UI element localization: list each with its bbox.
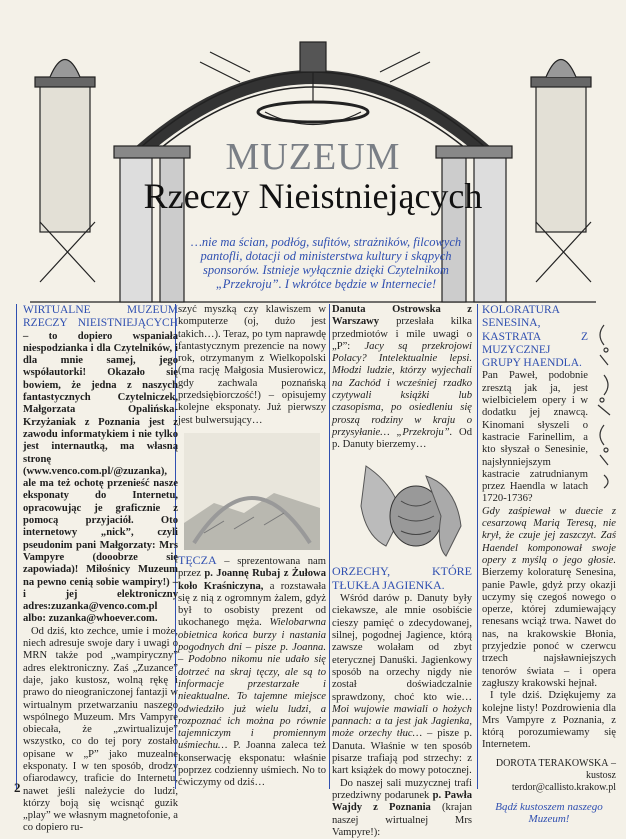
walnut-photo <box>356 456 466 561</box>
column-divider <box>329 304 330 789</box>
body-paragraph: I tyle dziś. Dziękujemy za kolejne listy! Pozdrowienia dla Mrs Vampyre z Poznania, z którą porozumiewamy się Internetem. <box>482 690 616 751</box>
donor-name: Danuta Ostrowska z Warszawy <box>332 304 472 328</box>
quote-text: Wielobarwna obietnica końca burzy i nastania pogodnych dni – pisze p. Joanna. – Podobno nikomu nie udało się dotrzeć na skraj tęczy, ale są to informacje przestarzałe i nieaktualne. To tajemne miejsce odwiedziło już wielu ludzi, a rozpoznać ich można po równie tajemniczym i promiennym uśmiechu… <box>178 617 326 752</box>
author-name: DOROTA TERAKOWSKA <box>495 757 609 769</box>
rainbow-photo <box>184 433 320 550</box>
body-paragraph: Od dziś, kto zechce, umie i może, niech adresuje swoje dary i uwagi o MRN także pod „wampiryczny” adres elektroniczny. Zaś „Zuzance” daje, jako kustosz, wolną rękę i prawo do nieograniczonej fantazji w wirtualnym przetwarzaniu naszego wspólnego Muzeum. Mrs Vampyre obiecała, że „zwirtualizuje” wszystko, co do tej pory zostało opisane w „P” jako muzealne eksponaty. I w ten sposób, drodzy ofiarodawcy, traficie do Internetu, nawet jeśli należycie do ludzi, którzy boją się wcisnąć guzik „play” we własnym magnetofonie, a co dopiero ru- <box>23 625 178 834</box>
lead-paragraph: – to dopiero wspaniała niespodzianka i dla Czytelników, i dla mnie samej, jego współautorki! Okazało się bowiem, że jedna z naszych fantastycznych Czytelniczek, Małgorzata Opalińska-Krzyżaniak z Poznania jest z zawodu informatykiem i nie tylko jest internautką, ma własną stronę (www.venco.com.pl/@zuzanka), ale ma też ochotę przenieść nasze eksponaty do Internetu, opracowując je graficznie z pomocą przyjaciół. Oto internetowy „nick”, czyli pseudonim pani Małgorzaty: Mrs Vampyre (dooobrze się zapowiada)! Miłośnicy Muzeum na pewno cenią sobie wampiry!) – i jej elektroniczny adres:zuzanka@venco.com.pl albo: zuzanka@whoever.com. <box>23 330 178 625</box>
body-paragraph: a rozstawała się z nią z ogromnym żalem, gdyż był to osobisty prezent od ukochanego męża. <box>178 580 326 629</box>
body-paragraph: przesłała kilka przedmiotów i mile uwagi o „P”: <box>332 316 472 352</box>
section-heading-rainbow: TĘCZA <box>178 552 217 567</box>
section-heading-coloratura: KOLORATURA SENESINA, KASTRATA Z MUZYCZNEJ GRUPY HAENDLA. <box>482 304 588 370</box>
body-paragraph: Pan Paweł, podobnie zresztą jak ja, jest wielbicielem opery i w dodatku jej znawcą. Kinomani słyszeli o kastracie Farinellim, a kto słyszał o Senesinie, najsłynniejszym kastracie zatrudnianym przez Haendla w latach 1720-1736? <box>482 370 588 505</box>
author-signature <box>482 758 616 795</box>
lead-heading: WIRTUALNE MUZEUM RZECZY NIEISTNIEJĄCYCH <box>23 304 178 330</box>
donor-name: p. Pawła Wajdy z Poznania <box>332 789 472 814</box>
body-paragraph: Bierzemy koloraturę Senesina, panie Pawle, gdyż przy okazji uczymy się czegoś nowego o operze, której zdumiewający renesans wciąż trwa. Nawet do nas, na krakowskie Błonia, przyjedzie ponoć w czerwcu trzech najsławniejszych tenorów świata – i opera zagłuszy krakowski hejnał. <box>482 567 616 689</box>
body-paragraph: Wśród darów p. Danuty były ciekawsze, ale mnie osobiście cieszy pamięć o zdecydowanej, silnej, pogodnej Jagience, którą zawsze wolałam od zbyt eterycznej Danuśki. Jagienkowy sposób na orzechy nigdy nie został doświadczalnie sprawdzony, choć kto wie… Moi wujowie mawiali o hożych pannach: a ta jest jak Jagienka, może orzechy tłuc… – pisze p. Danuta. Właśnie w ten sposób pisarze trafiają pod strzechy: z kart książek do mowy potocznej. <box>332 593 473 777</box>
body-paragraph: szyć myszką czy klawiszem w komputerze (oj, dużo jest takich…). Teraz, po tym naprawdę fantastycznym prezencie na nowy rok, otrzymanym z Wielkopolski (ma rację Małgosia Musierowicz, gdy zachwala poznańską przedsiębiorczość!) – opisujemy kolejne eksponaty. Już pierwszy jest bulwersujący… <box>178 304 326 426</box>
page-title: MUZEUM <box>225 136 401 178</box>
quote-text: Gdy zaśpiewał w duecie z cesarzową Marią Teresą, nie krył, że czuje jej zaszczyt. Zaś Haendel komponował swoje opery z myślą o jego głosie. <box>482 505 616 566</box>
body-paragraph: Do naszej sali muzycznej trafi przedziwny podarunek p. Pawła Wajdy z Poznania (krajan naszej wirtualnej Mrs Vampyre!): <box>332 777 473 838</box>
body-paragraph: Od p. Danuty bierzemy… <box>332 426 472 451</box>
page-number: 2 <box>14 780 21 795</box>
body-paragraph: P. Joanna zaleca też konserwację eksponatu: właśnie poprzez codzienny uśmiech. No to ćwiczymy od dziś… <box>178 740 326 789</box>
article-column-1 <box>16 304 178 834</box>
intro-text: …nie ma ścian, podłóg, sufitów, strażników, filcowych pantofli, dotacji od ministerstwa kultury i skąpych sponsorów. Istnieje wyłącznie dzięki Czytelnikom „Przekroju”. I wkrótce będzie w Internecie! <box>190 235 462 291</box>
author-role: – kustosz <box>586 757 616 781</box>
quote-text: Moi wujowie mawiali o hożych pannach: a ta jest jak Jagienka, może orzechy tłuc… <box>332 703 472 740</box>
handwritten-score-strip <box>592 320 616 490</box>
donor-name: p. Joannę Rubaj z Żułowa koło Kraśniczyna, <box>178 568 326 592</box>
quote-text: Jacy są przekrojowi Polacy? Intelektualnie lepsi. Młodzi ludzie, którzy wyjechali na Zachód i wcześniej rzadko czytywali książki lub czasopisma, po osiedleniu się proszą rodziny w kraju o przysyłanie… „Przekroju”. <box>332 340 472 438</box>
author-email[interactable]: terdor@callisto.krakow.pl <box>511 782 616 794</box>
article-column-2 <box>178 304 326 789</box>
closing-call: Bądź kustoszem naszego Muzeum! <box>495 800 603 825</box>
page-subtitle: Rzeczy Nieistniejących <box>143 176 483 216</box>
article-column-3 <box>332 304 473 838</box>
column-divider <box>477 304 478 789</box>
section-heading-walnuts: ORZECHY, KTÓRE TŁUKŁA JAGIENKA. <box>332 563 472 592</box>
body-paragraph: – sprezentowana nam przez <box>178 555 326 580</box>
